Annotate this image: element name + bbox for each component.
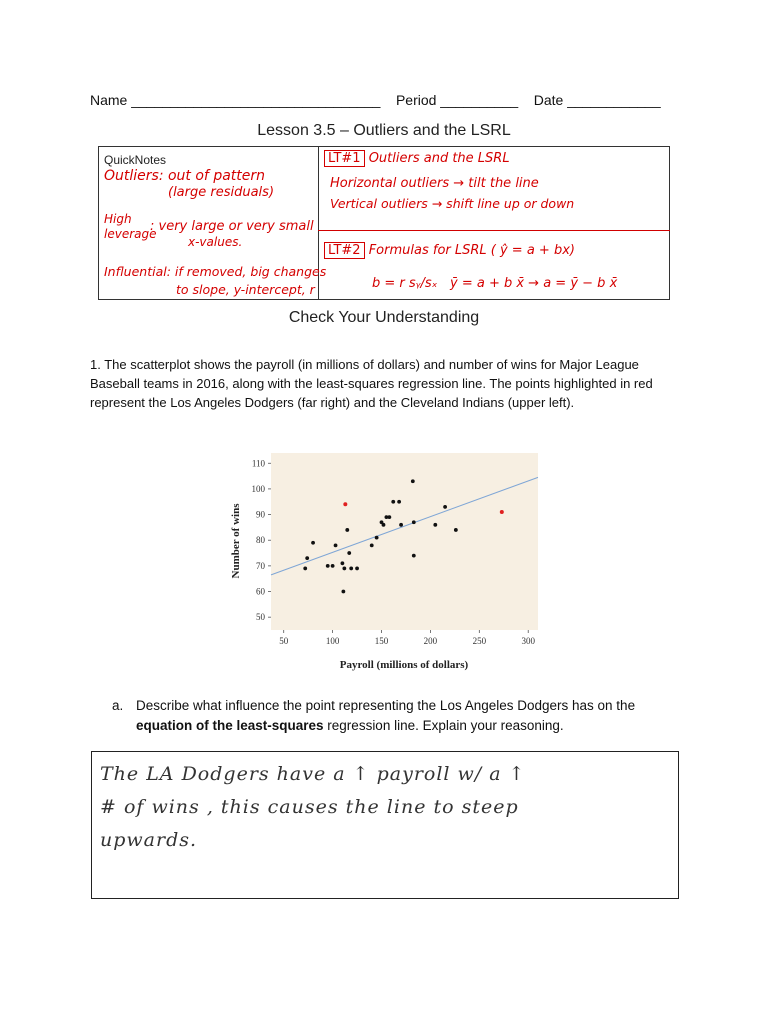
x-tick-label: 300 <box>521 636 535 646</box>
part-a-label: a. <box>112 698 124 713</box>
data-point <box>331 564 335 568</box>
note-lt2 <box>324 243 575 258</box>
x-tick-label: 100 <box>325 636 340 646</box>
y-tick-label: 110 <box>251 458 265 469</box>
data-point <box>341 590 345 594</box>
highlighted-point <box>500 510 504 514</box>
x-tick-label: 200 <box>423 636 438 646</box>
highlighted-point <box>343 502 347 506</box>
data-point <box>391 500 395 504</box>
answer-line-1: The LA Dodgers have a ↑ payroll w/ a ↑ <box>100 763 526 785</box>
data-point <box>375 536 379 540</box>
part-a-text-after: regression line. Explain your reasoning. <box>323 718 564 733</box>
quicknotes-label: QuickNotes <box>104 153 167 167</box>
note-leverage-text: : very large or very small <box>150 219 314 234</box>
check-your-understanding-title: Check Your Understanding <box>288 309 480 326</box>
part-a-text <box>136 696 672 736</box>
data-point <box>411 479 415 483</box>
note-leverage-xvalues: x-values. <box>188 235 243 249</box>
lt2-title: Formulas for LSRL ( ŷ = a + bx) <box>368 243 575 258</box>
data-point <box>355 567 359 571</box>
data-point <box>399 523 403 527</box>
note-lt1 <box>324 151 510 166</box>
answer-line-3: upwards. <box>100 829 198 851</box>
data-point <box>370 543 374 547</box>
note-outliers: Outliers: out of pattern <box>104 168 265 184</box>
data-point <box>334 543 338 547</box>
header-name-period-date: Name ________________________________ Period __________ Date ____________ <box>90 92 661 108</box>
data-point <box>347 551 351 555</box>
data-point <box>412 554 416 558</box>
y-tick-label: 50 <box>256 612 265 623</box>
data-point <box>454 528 458 532</box>
data-point <box>305 556 309 560</box>
note-vertical-outliers: Vertical outliers → shift line up or down <box>330 196 575 211</box>
handwritten-answer <box>100 758 670 857</box>
note-formula-b: b = r sᵧ/sₓ <box>372 276 438 291</box>
data-point <box>412 520 416 524</box>
part-a-bold: equation of the least-squares <box>136 718 324 733</box>
y-tick-label: 60 <box>256 586 265 597</box>
lt1-tag: LT#1 <box>324 150 365 167</box>
note-outliers-residuals: (large residuals) <box>168 185 275 200</box>
answer-line-2: # of wins , this causes the line to steep <box>100 796 519 818</box>
data-point <box>443 505 447 509</box>
x-axis-label: Payroll (millions of dollars) <box>339 659 469 671</box>
data-point <box>433 523 437 527</box>
lesson-title: Lesson 3.5 – Outliers and the LSRL <box>257 122 511 139</box>
data-point <box>397 500 401 504</box>
data-point <box>303 567 307 571</box>
part-a-text-before: Describe what influence the point representing the Los Angeles Dodgers has on the <box>136 698 636 713</box>
y-axis-label: Number of wins <box>230 503 242 579</box>
x-tick-label: 250 <box>472 636 487 646</box>
scatterplot <box>228 450 548 676</box>
x-tick-label: 150 <box>374 636 389 646</box>
note-high-label: High <box>104 212 132 226</box>
data-point <box>382 523 386 527</box>
data-point <box>311 541 315 545</box>
data-point <box>345 528 349 532</box>
note-influential-effects: to slope, y-intercept, r <box>176 282 315 297</box>
note-horizontal-outliers: Horizontal outliers → tilt the line <box>330 176 539 191</box>
data-point <box>349 567 353 571</box>
note-formula-intercept: ȳ = a + b x̄ → a = ȳ − b x̄ <box>450 276 618 291</box>
y-tick-label: 100 <box>251 483 265 494</box>
part-a-question <box>112 696 672 736</box>
note-influential: Influential: if removed, big changes <box>104 264 327 279</box>
lt2-tag: LT#2 <box>324 242 365 259</box>
y-tick-label: 80 <box>256 535 265 546</box>
y-tick-label: 70 <box>256 560 265 571</box>
quicknotes-red-divider <box>318 230 670 231</box>
x-tick-label: 50 <box>279 636 289 646</box>
lt1-title: Outliers and the LSRL <box>368 151 510 166</box>
plot-background <box>271 453 538 630</box>
data-point <box>340 561 344 565</box>
note-leverage-label: leverage <box>104 227 157 241</box>
question-1-text: 1. The scatterplot shows the payroll (in millions of dollars) and number of wins for Major League Baseball teams in 2016, along with the least-squares regression line. The points highlighted in red represent the Los Angeles Dodgers (far right) and the Cleveland Indians (upper left). <box>90 357 653 410</box>
data-point <box>326 564 330 568</box>
data-point <box>387 515 391 519</box>
y-tick-label: 90 <box>256 509 265 520</box>
data-point <box>342 567 346 571</box>
